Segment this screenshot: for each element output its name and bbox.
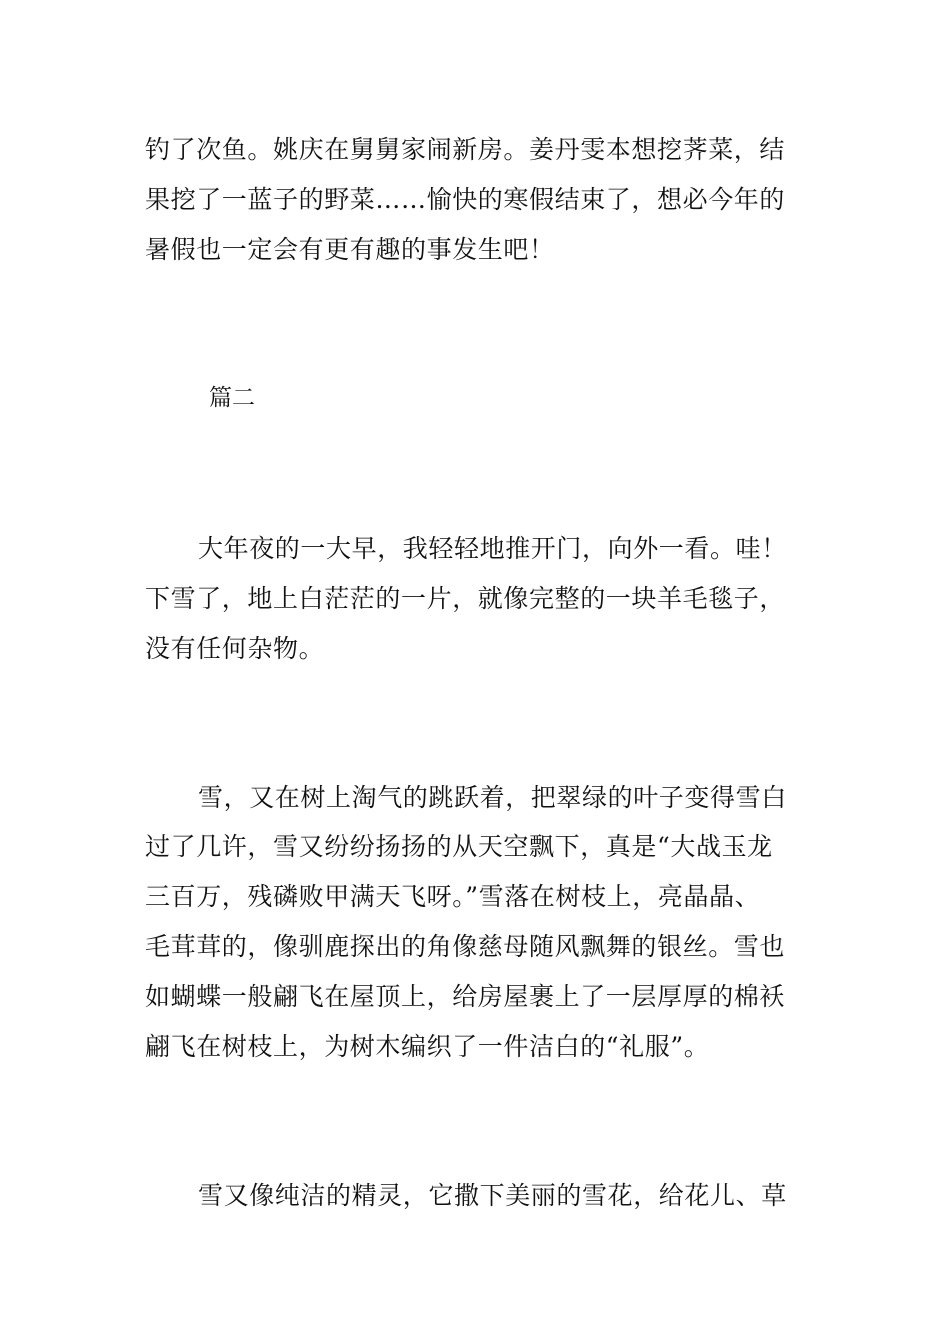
paragraph-2-line-1: 大年夜的一大早，我轻轻地推开门，向外一看。哇！ [198,534,787,563]
paragraph-1-line-2: 果挖了一蓝子的野菜……愉快的寒假结束了，想必今年的 [145,185,786,214]
paragraph-3-line-4: 毛茸茸的，像驯鹿探出的角像慈母随风飘舞的银丝。雪也 [145,932,786,961]
paragraph-3-line-1: 雪，又在树上淘气的跳跃着，把翠绿的叶子变得雪白 [198,783,787,812]
paragraph-3-line-2: 过了几许，雪又纷纷扬扬的从天空飘下，真是“大战玉龙 [145,832,773,861]
paragraph-2-line-3: 没有任何杂物。 [145,634,325,663]
paragraph-4-line-1: 雪又像纯洁的精灵，它撒下美丽的雪花，给花儿、草 [198,1181,787,1210]
paragraph-1-line-3: 暑假也一定会有更有趣的事发生吧！ [145,235,555,264]
paragraph-3-line-5: 如蝴蝶一般翩飞在屋顶上，给房屋裹上了一层厚厚的棉袄 [145,982,786,1011]
paragraph-3-line-6: 翩飞在树枝上，为树木编织了一件洁白的“礼服”。 [145,1032,710,1061]
section-heading: 篇二 [209,385,255,411]
paragraph-3-line-3: 三百万，残磷败甲满天飞呀。”雪落在树枝上，亮晶晶、 [145,882,761,911]
paragraph-1-line-1: 钓了次鱼。姚庆在舅舅家闹新房。姜丹雯本想挖荠菜，结 [145,135,786,164]
paragraph-2-line-2: 下雪了，地上白茫茫的一片，就像完整的一块羊毛毯子， [145,584,786,613]
